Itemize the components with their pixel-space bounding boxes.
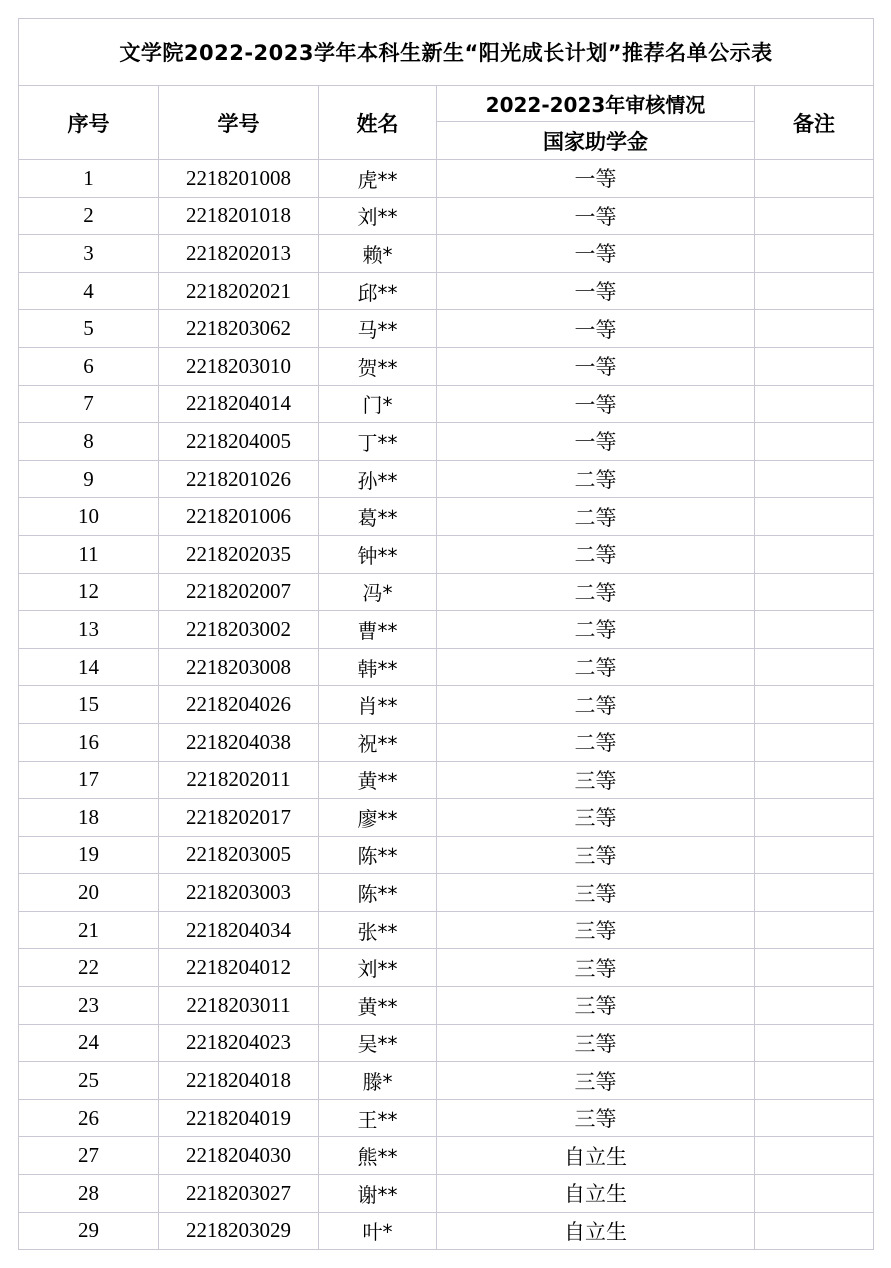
- row-student-id: 2218202017: [159, 799, 319, 837]
- table-row: [19, 1024, 874, 1062]
- row-grant-level: 二等: [437, 611, 755, 649]
- row-remark: [755, 347, 874, 385]
- row-grant-level: 三等: [437, 761, 755, 799]
- row-seq: 28: [19, 1175, 159, 1213]
- row-name: 黄**: [319, 987, 437, 1025]
- header-national-grant: 国家助学金: [437, 122, 755, 160]
- row-remark: [755, 460, 874, 498]
- row-name: 熊**: [319, 1137, 437, 1175]
- row-name: 陈**: [319, 874, 437, 912]
- row-student-id: 2218202021: [159, 272, 319, 310]
- row-remark: [755, 1099, 874, 1137]
- row-grant-level: 自立生: [437, 1137, 755, 1175]
- row-grant-level: 三等: [437, 874, 755, 912]
- header-row-1: [19, 86, 874, 122]
- row-grant-level: 一等: [437, 160, 755, 198]
- row-student-id: 2218201018: [159, 197, 319, 235]
- row-name: 王**: [319, 1099, 437, 1137]
- table-row: [19, 1212, 874, 1250]
- row-remark: [755, 949, 874, 987]
- row-remark: [755, 385, 874, 423]
- table-row: [19, 761, 874, 799]
- row-remark: [755, 1024, 874, 1062]
- row-remark: [755, 573, 874, 611]
- header-student-id: 学号: [159, 86, 319, 160]
- row-name: 韩**: [319, 648, 437, 686]
- row-seq: 5: [19, 310, 159, 348]
- row-student-id: 2218204026: [159, 686, 319, 724]
- row-grant-level: 二等: [437, 573, 755, 611]
- row-remark: [755, 535, 874, 573]
- row-name: 祝**: [319, 723, 437, 761]
- row-grant-level: 二等: [437, 686, 755, 724]
- row-seq: 18: [19, 799, 159, 837]
- row-seq: 20: [19, 874, 159, 912]
- row-grant-level: 三等: [437, 987, 755, 1025]
- row-student-id: 2218202007: [159, 573, 319, 611]
- row-name: 刘**: [319, 197, 437, 235]
- row-seq: 22: [19, 949, 159, 987]
- table-row: [19, 799, 874, 837]
- row-name: 肖**: [319, 686, 437, 724]
- recommendation-list-table: [18, 18, 874, 1250]
- row-student-id: 2218204023: [159, 1024, 319, 1062]
- row-seq: 10: [19, 498, 159, 536]
- row-name: 吴**: [319, 1024, 437, 1062]
- row-seq: 25: [19, 1062, 159, 1100]
- table-row: [19, 423, 874, 461]
- row-seq: 16: [19, 723, 159, 761]
- row-grant-level: 自立生: [437, 1212, 755, 1250]
- row-name: 马**: [319, 310, 437, 348]
- row-name: 门*: [319, 385, 437, 423]
- table-row: [19, 235, 874, 273]
- row-seq: 26: [19, 1099, 159, 1137]
- row-seq: 24: [19, 1024, 159, 1062]
- row-student-id: 2218201026: [159, 460, 319, 498]
- row-grant-level: 二等: [437, 648, 755, 686]
- table-row: [19, 874, 874, 912]
- table-row: [19, 949, 874, 987]
- row-grant-level: 二等: [437, 535, 755, 573]
- row-seq: 12: [19, 573, 159, 611]
- row-grant-level: 一等: [437, 385, 755, 423]
- row-seq: 15: [19, 686, 159, 724]
- row-student-id: 2218203011: [159, 987, 319, 1025]
- row-seq: 14: [19, 648, 159, 686]
- row-student-id: 2218202035: [159, 535, 319, 573]
- row-name: 黄**: [319, 761, 437, 799]
- header-name: 姓名: [319, 86, 437, 160]
- table-row: [19, 987, 874, 1025]
- row-student-id: 2218203010: [159, 347, 319, 385]
- table-row: [19, 310, 874, 348]
- row-seq: 7: [19, 385, 159, 423]
- table-row: [19, 347, 874, 385]
- row-seq: 4: [19, 272, 159, 310]
- row-grant-level: 自立生: [437, 1175, 755, 1213]
- header-remark: 备注: [755, 86, 874, 160]
- row-grant-level: 一等: [437, 310, 755, 348]
- row-student-id: 2218203029: [159, 1212, 319, 1250]
- row-name: 邱**: [319, 272, 437, 310]
- row-grant-level: 一等: [437, 197, 755, 235]
- row-name: 贺**: [319, 347, 437, 385]
- row-grant-level: 一等: [437, 235, 755, 273]
- row-student-id: 2218203008: [159, 648, 319, 686]
- row-seq: 17: [19, 761, 159, 799]
- table-row: [19, 160, 874, 198]
- row-remark: [755, 1137, 874, 1175]
- table-row: [19, 686, 874, 724]
- row-grant-level: 三等: [437, 949, 755, 987]
- row-student-id: 2218203062: [159, 310, 319, 348]
- row-seq: 9: [19, 460, 159, 498]
- table-row: [19, 911, 874, 949]
- row-seq: 6: [19, 347, 159, 385]
- table-title: 文学院2022-2023学年本科生新生“阳光成长计划”推荐名单公示表: [19, 19, 874, 86]
- table-row: [19, 1175, 874, 1213]
- row-name: 虎**: [319, 160, 437, 198]
- row-remark: [755, 799, 874, 837]
- row-student-id: 2218203027: [159, 1175, 319, 1213]
- table-row: [19, 1062, 874, 1100]
- table-row: [19, 648, 874, 686]
- row-grant-level: 一等: [437, 272, 755, 310]
- table-row: [19, 836, 874, 874]
- row-seq: 3: [19, 235, 159, 273]
- row-seq: 8: [19, 423, 159, 461]
- row-name: 陈**: [319, 836, 437, 874]
- row-seq: 1: [19, 160, 159, 198]
- row-name: 曹**: [319, 611, 437, 649]
- row-student-id: 2218203003: [159, 874, 319, 912]
- row-grant-level: 三等: [437, 911, 755, 949]
- row-name: 葛**: [319, 498, 437, 536]
- table-row: [19, 460, 874, 498]
- row-student-id: 2218204034: [159, 911, 319, 949]
- table-body: [19, 160, 874, 1250]
- row-remark: [755, 686, 874, 724]
- row-name: 冯*: [319, 573, 437, 611]
- header-review-status: 2022-2023年审核情况: [437, 86, 755, 122]
- table-row: [19, 1137, 874, 1175]
- title-row: [19, 19, 874, 86]
- row-name: 钟**: [319, 535, 437, 573]
- row-remark: [755, 987, 874, 1025]
- row-student-id: 2218202013: [159, 235, 319, 273]
- row-student-id: 2218203002: [159, 611, 319, 649]
- row-student-id: 2218204014: [159, 385, 319, 423]
- row-grant-level: 三等: [437, 836, 755, 874]
- row-remark: [755, 761, 874, 799]
- row-name: 叶*: [319, 1212, 437, 1250]
- row-grant-level: 一等: [437, 347, 755, 385]
- row-student-id: 2218204012: [159, 949, 319, 987]
- row-seq: 2: [19, 197, 159, 235]
- row-remark: [755, 611, 874, 649]
- table-row: [19, 385, 874, 423]
- table-row: [19, 498, 874, 536]
- table-row: [19, 611, 874, 649]
- row-student-id: 2218204019: [159, 1099, 319, 1137]
- row-student-id: 2218201006: [159, 498, 319, 536]
- row-seq: 19: [19, 836, 159, 874]
- row-remark: [755, 498, 874, 536]
- row-name: 丁**: [319, 423, 437, 461]
- row-name: 赖*: [319, 235, 437, 273]
- row-seq: 29: [19, 1212, 159, 1250]
- row-remark: [755, 1175, 874, 1213]
- row-remark: [755, 1062, 874, 1100]
- row-grant-level: 三等: [437, 1024, 755, 1062]
- row-grant-level: 三等: [437, 799, 755, 837]
- row-grant-level: 三等: [437, 1099, 755, 1137]
- row-remark: [755, 911, 874, 949]
- row-seq: 21: [19, 911, 159, 949]
- row-name: 廖**: [319, 799, 437, 837]
- row-remark: [755, 423, 874, 461]
- row-grant-level: 二等: [437, 498, 755, 536]
- row-name: 张**: [319, 911, 437, 949]
- row-seq: 13: [19, 611, 159, 649]
- row-grant-level: 二等: [437, 460, 755, 498]
- row-student-id: 2218201008: [159, 160, 319, 198]
- row-grant-level: 三等: [437, 1062, 755, 1100]
- row-remark: [755, 1212, 874, 1250]
- table-row: [19, 1099, 874, 1137]
- table-row: [19, 573, 874, 611]
- table-row: [19, 535, 874, 573]
- row-remark: [755, 235, 874, 273]
- row-name: 滕*: [319, 1062, 437, 1100]
- row-remark: [755, 836, 874, 874]
- row-remark: [755, 310, 874, 348]
- row-remark: [755, 272, 874, 310]
- row-student-id: 2218204005: [159, 423, 319, 461]
- header-seq: 序号: [19, 86, 159, 160]
- table-row: [19, 197, 874, 235]
- row-grant-level: 一等: [437, 423, 755, 461]
- row-remark: [755, 874, 874, 912]
- row-seq: 23: [19, 987, 159, 1025]
- row-name: 孙**: [319, 460, 437, 498]
- row-student-id: 2218204018: [159, 1062, 319, 1100]
- row-remark: [755, 648, 874, 686]
- row-student-id: 2218202011: [159, 761, 319, 799]
- row-seq: 27: [19, 1137, 159, 1175]
- table-row: [19, 723, 874, 761]
- table-row: [19, 272, 874, 310]
- row-remark: [755, 723, 874, 761]
- row-student-id: 2218204038: [159, 723, 319, 761]
- row-remark: [755, 197, 874, 235]
- row-grant-level: 二等: [437, 723, 755, 761]
- row-student-id: 2218203005: [159, 836, 319, 874]
- row-name: 刘**: [319, 949, 437, 987]
- row-student-id: 2218204030: [159, 1137, 319, 1175]
- row-remark: [755, 160, 874, 198]
- row-seq: 11: [19, 535, 159, 573]
- row-name: 谢**: [319, 1175, 437, 1213]
